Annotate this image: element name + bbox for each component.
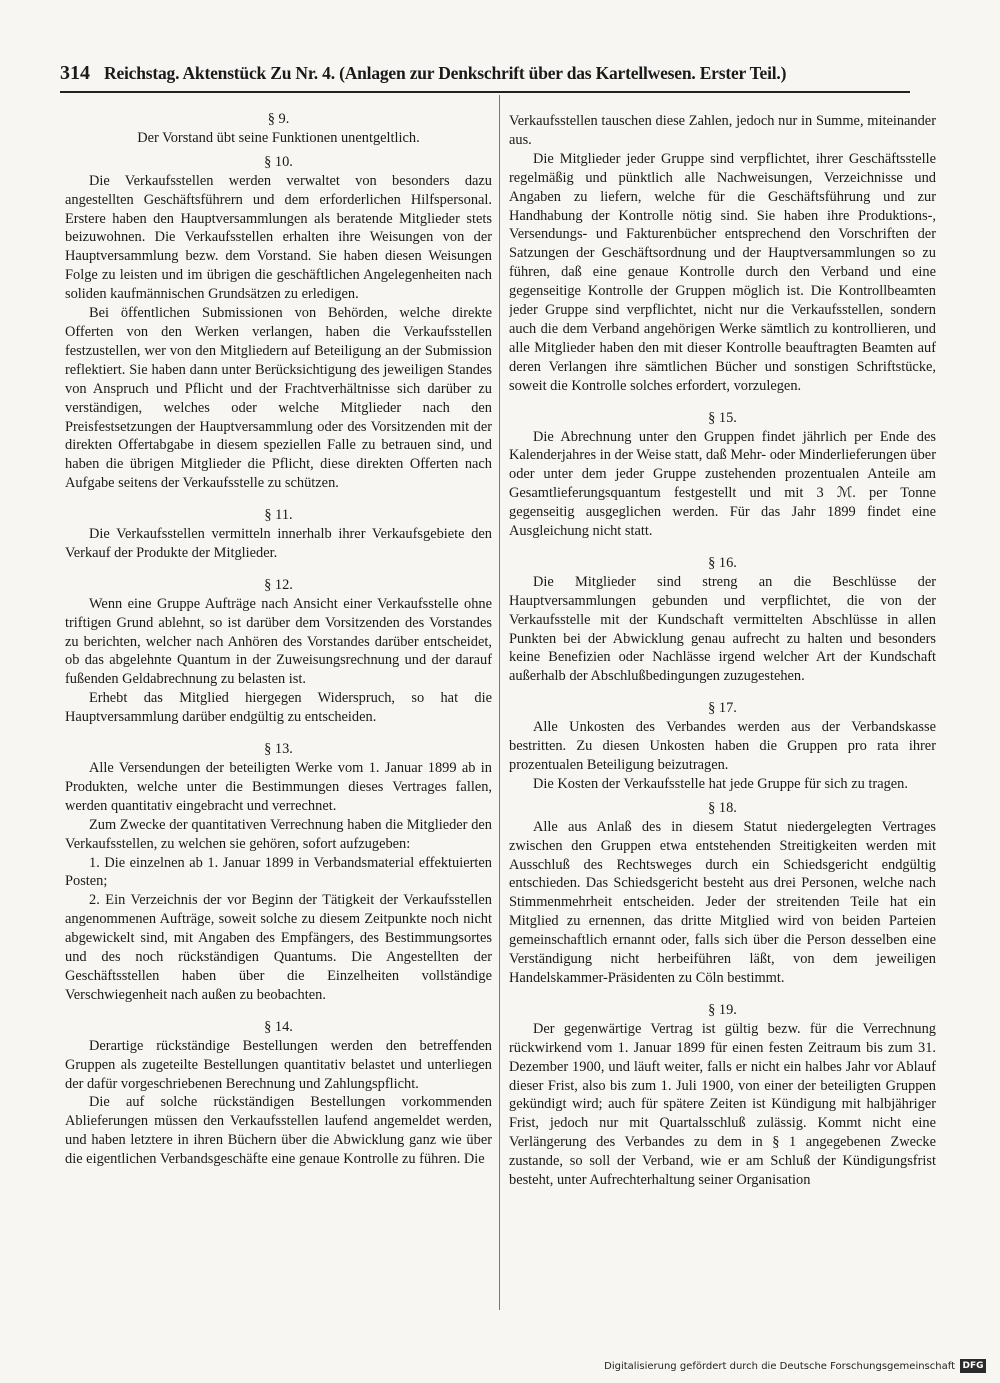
left-column [65, 105, 492, 1305]
footer [604, 1357, 986, 1375]
paragraph: Der Vorstand übt seine Funktionen unentgeltlich. [137, 129, 420, 146]
section-heading: § 13. [264, 741, 293, 758]
section-heading: § 16. [708, 554, 737, 571]
paragraph: Der gegenwärtige Vertrag ist gültig bezw. für die Verrechnung rückwirkend vom 1. Januar 1899 für einen festen Zeitraum bis zum 31. Dezember 1900, und läuft weiter, falls er nicht ein halbes Jahr vor Ablauf dieser Frist, also bis zum 1. Juli 1900, von einer der beteiligten Gruppen gekündigt wird; auch für spätere Zeiten ist Kündigung mit halbjähriger Frist, jedoch nur mit Quartalsschluß zulässig. Kommt nicht eine Verlängerung des Verbandes zu dem in § 1 angegebenen Zwecke zustande, so soll der Verband, wie er am Schluß der Kündigungsfrist besteht, unter Aufrechterhaltung seiner Organisation [509, 1020, 936, 1189]
section-heading: § 18. [708, 799, 737, 816]
paragraph: Die auf solche rückständigen Bestellungen vorkommenden Ablieferungen müssen den Verkaufsstellen laufend angemeldet werden, und haben letztere in ihren Büchern über die Abwicklung ganz wie über die eigentlichen Verbandsgeschäfte eine genaue Kontrolle zu führen. Die [65, 1094, 492, 1168]
dfg-logo-icon: DFG [960, 1359, 986, 1373]
list-item: 2. Ein Verzeichnis der vor Beginn der Tätigkeit der Verkaufsstellen angenommenen Aufträge, soweit solche zu diesem Zeitpunkte noch nicht abgewickelt sind, mit Angaben des Empfängers, des Bestimmungsortes und des noch rückständigen Quantums. Die Angestellten der Geschäftsstellen haben über die Einzelheiten vollständige Verschwiegenheit nach außen zu beobachten. [65, 892, 492, 1003]
running-header [60, 55, 910, 93]
paragraph: Die Verkaufsstellen werden verwaltet von besonders dazu angestellten Geschäftsführern und dem erforderlichen Hilfspersonal. Erstere haben den Hauptversammlungen als beratende Mitglieder stets beizuwohnen. Die Verkaufsstellen erhalten ihre Weisungen von der Hauptversammlung bezw. dem Vorstand. Sie haben diesen Weisungen Folge zu leisten und im übrigen die geschäftlichen Angelegenheiten nach soliden kaufmännischen Grundsätzen zu erledigen. [65, 172, 492, 303]
paragraph: Die Abrechnung unter den Gruppen findet jährlich per Ende des Kalenderjahres in der Weise statt, daß Mehr- oder Minderlieferungen über oder unter dem jeder Gruppe zustehenden prozentualen Anteile am Gesamtlieferungsquantum festgestellt und mit 3 ℳ. per Tonne gegenseitig ausgeglichen werden. Für das Jahr 1899 findet eine Ausgleichung nicht statt. [509, 428, 936, 540]
section-heading: § 11. [264, 507, 293, 524]
section-heading: § 12. [264, 576, 293, 593]
section-heading: § 10. [264, 153, 293, 170]
paragraph: Zum Zwecke der quantitativen Verrechnung haben die Mitglieder den Verkaufsstellen, zu welchen sie gehören, sofort aufzugeben: [65, 816, 492, 852]
page-number: 314 [60, 61, 90, 84]
paragraph: Die Mitglieder jeder Gruppe sind verpflichtet, ihrer Geschäftsstelle regelmäßig und pünktlich alle Nachweisungen, Verzeichnisse und Angaben zu liefern, welche für die Geschäftsführung und zur Handhabung der Kontrolle nötig sind. Sie haben ihre Produktions-, Versendungs- und Fakturenbücher entsprechend den Vorschriften der Satzungen der Geschäftsordnung und der Hauptversammlungen so zu führen, daß eine genaue Kontrolle durch den Verband und eine gegenseitige Kontrolle der Gruppen möglich ist. Die Kontrollbeamten jeder Gruppe sind verpflichtet, nicht nur die Verkaufsstellen, sondern auch die dem Verband angehörigen Werke sämtlich zu kontrollieren, und alle Mitglieder haben den mit dieser Kontrolle beauftragten Beamten auf deren Verlangen ihre sämtlichen Bücher und sonstigen Schriftstücke, soweit die Kontrolle solches erfordert, vorzulegen. [509, 150, 936, 394]
running-title: Reichstag. Aktenstück Zu Nr. 4. (Anlagen zur Denkschrift über das Kartellwesen. Erster Teil.) [104, 62, 787, 83]
section-heading: § 15. [708, 409, 737, 426]
paragraph: Alle aus Anlaß des in diesem Statut niedergelegten Vertrages zwischen den Gruppen etwa entstehenden Streitigkeiten werden mit Ausschluß des Rechtsweges durch ein Schiedsgericht endgültig entschieden. Das Schiedsgericht besteht aus drei Personen, welche nach Stimmenmehrheit entscheiden. Jeder der streitenden Teile hat ein Mitglied zu ernennen, das dritte Mitglied wird von beiden Parteien gemeinschaftlich ernannt oder, falls sich über die Person desselben eine Verständigung nicht herbeiführen läßt, von dem jeweiligen Handelskammer-Präsidenten zu Cöln bestimmt. [509, 818, 936, 986]
paragraph: Die Mitglieder sind streng an die Beschlüsse der Hauptversammlungen gebunden und verpflichtet, die von der Verkaufsstelle mit der Kundschaft vermittelten Abschlüsse in allen Punkten bei der Abwicklung genau aufrecht zu halten und besonders keine Benefizien oder Nachlässe irgend welcher Art der Kundschaft außerhalb der Abschlußbedingungen zuzugestehen. [509, 573, 936, 685]
section-heading: § 9. [267, 111, 290, 127]
section-heading: § 17. [708, 700, 737, 717]
column-divider [499, 95, 500, 1310]
paragraph: Wenn eine Gruppe Aufträge nach Ansicht einer Verkaufsstelle ohne triftigen Grund ablehnt, so ist darüber dem Vorsitzenden des Vorstandes zu berichten, welcher nach Anhören des Vorstandes darüber entscheidet, ob das abgelehnte Quantum in der Zuweisungsrechnung und der darauf fußenden Geldabrechnung zu belasten ist. [65, 595, 492, 688]
funding-note: Digitalisierung gefördert durch die Deutsche Forschungsgemeinschaft [604, 1360, 955, 1372]
paragraph: Derartige rückständige Bestellungen werden den betreffenden Gruppen als zugeteilte Bestellungen quantitativ belastet und unterliegen der dafür vorgeschriebenen Berechnung und Zahlungspflicht. [65, 1037, 492, 1092]
paragraph: Bei öffentlichen Submissionen von Behörden, welche direkte Offerten von den Werken verlangen, haben die Verkaufsstellen festzustellen, wer von den Mitgliedern auf Beteiligung an der Submission reflektiert. Sie haben dann unter Berücksichtigung des jeweiligen Standes von Anspruch und Pflicht und der Frachtverhältnisse sich darüber zu verständigen, welches oder welche Mitglieder nach den Preisfestsetzungen der Hauptversammlung oder des Vorsitzenden mit der direkten Offertabgabe in diesem speziellen Falle zu betrauen sind, und haben die übrigen Mitglieder die Pflicht, diese direkten Offerten nach Aufgabe seitens der Verkaufsstelle zu schützen. [65, 305, 492, 492]
paragraph: Alle Versendungen der beteiligten Werke vom 1. Januar 1899 ab in Produkten, welche unter die Bestimmungen dieses Vertrages fallen, werden quantitativ eingebracht und verrechnet. [65, 760, 492, 814]
paragraph: Verkaufsstellen tauschen diese Zahlen, jedoch nur in Summe, miteinander aus. [509, 113, 936, 148]
section-heading: § 14. [264, 1018, 293, 1035]
paragraph: Die Kosten der Verkaufsstelle hat jede Gruppe für sich zu tragen. [533, 775, 908, 792]
section-heading: § 19. [708, 1001, 737, 1018]
list-item: 1. Die einzelnen ab 1. Januar 1899 in Verbandsmaterial effektuierten Posten; [65, 854, 492, 890]
paragraph: Die Verkaufsstellen vermitteln innerhalb ihrer Verkaufsgebiete den Verkauf der Produkte der Mitglieder. [65, 526, 492, 561]
paragraph: Alle Unkosten des Verbandes werden aus der Verbandskasse bestritten. Zu diesen Unkosten haben die Gruppen pro rata ihrer prozentualen Beteiligung beizutragen. [509, 719, 936, 773]
paragraph: Erhebt das Mitglied hiergegen Widerspruch, so hat die Hauptversammlung darüber endgültig zu entscheiden. [65, 690, 492, 726]
right-column [509, 112, 936, 1312]
